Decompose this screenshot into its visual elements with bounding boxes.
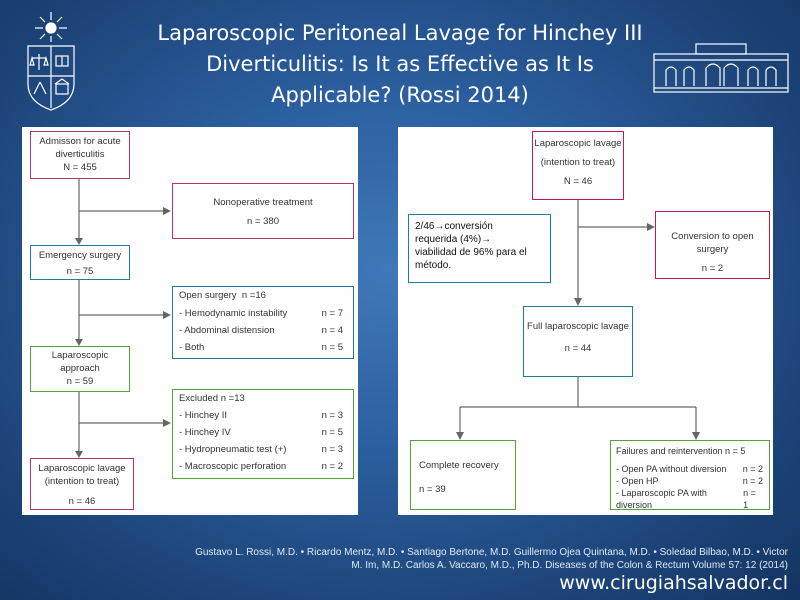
laparoscopic-approach-box xyxy=(30,346,130,392)
note-conversion: conversión xyxy=(444,221,493,232)
open-surgery-title-n: n =16 xyxy=(241,290,266,301)
open-surgery-item xyxy=(179,341,353,354)
viability-note-box xyxy=(408,214,551,283)
nonoperative-n: n = 380 xyxy=(247,216,279,227)
lap-approach-line2: approach xyxy=(60,363,100,374)
excluded-item xyxy=(179,426,353,439)
emergency-n: n = 75 xyxy=(66,266,94,277)
emergency-surgery-box xyxy=(30,245,130,280)
open-item-n: n = 7 xyxy=(321,308,343,319)
arrowhead-lavage xyxy=(75,451,83,458)
open-item-label: - Hemodynamic instability xyxy=(179,308,288,319)
right-lavage-n: N = 46 xyxy=(563,176,593,187)
book-icon xyxy=(56,56,68,66)
excluded-item xyxy=(179,460,353,473)
arrowhead-nonoperative xyxy=(163,207,171,215)
note-method: método. xyxy=(415,260,452,271)
full-lavage-n: n = 44 xyxy=(564,343,592,354)
failures-item-n: n = 1 xyxy=(743,488,756,510)
failures-item xyxy=(616,475,769,487)
slide-title xyxy=(110,18,690,111)
complete-recovery-box xyxy=(410,440,516,510)
open-surgery-item xyxy=(179,324,353,337)
excluded-item-label: - Hydropneumatic test (+) xyxy=(179,444,287,455)
title-line-2: Diverticulitis: Is It as Effective as It Is xyxy=(206,52,594,76)
failures-item-label: - Open PA without diversion xyxy=(616,464,727,474)
lavage-line1: Laparoscopic lavage xyxy=(38,463,126,474)
admission-box xyxy=(30,131,130,179)
arrowhead-open-surgery xyxy=(163,311,171,319)
emergency-label: Emergency surgery xyxy=(38,250,122,261)
excluded-item-n: n = 2 xyxy=(321,461,343,472)
arrowhead-full-lavage xyxy=(574,298,582,306)
admission-n: N = 455 xyxy=(63,162,97,173)
open-item-n: n = 5 xyxy=(321,342,343,353)
arrowhead-conversion xyxy=(647,223,655,231)
excluded-item-label: - Macroscopic perforation xyxy=(179,461,287,472)
admission-line1: Admisson for acute xyxy=(39,136,121,147)
conversion-n: n = 2 xyxy=(701,263,724,274)
failures-item xyxy=(616,463,769,475)
open-surgery-box xyxy=(172,286,354,359)
failures-item xyxy=(616,487,769,511)
title-line-3: Applicable? (Rossi 2014) xyxy=(271,83,529,107)
conversion-label: Conversion to open surgery xyxy=(671,231,754,255)
building-icon xyxy=(55,79,69,94)
open-item-label: - Both xyxy=(179,342,205,353)
excluded-item-n: n = 5 xyxy=(321,427,343,438)
excluded-item xyxy=(179,443,353,456)
failures-box xyxy=(610,440,770,510)
nonoperative-label: Nonoperative treatment xyxy=(213,197,313,208)
open-surgery-title: Open surgery xyxy=(179,290,237,301)
lavage-itt-box xyxy=(30,458,134,510)
right-lavage-line2: (intention to treat) xyxy=(540,157,616,168)
right-arrow-icon: → xyxy=(434,221,445,232)
arrowhead-emergency xyxy=(75,238,83,245)
note-required: requerida (4%) xyxy=(415,234,482,245)
lavage-line2: (intention to treat) xyxy=(44,476,120,487)
right-flowchart-panel xyxy=(398,127,773,515)
note-viability: viabilidad de 96% para el xyxy=(415,247,527,258)
open-item-label: - Abdominal distension xyxy=(179,325,275,336)
admission-line2: diverticulitis xyxy=(55,149,105,160)
scales-icon xyxy=(30,54,48,70)
lavage-n: n = 46 xyxy=(68,496,96,507)
full-lavage-box xyxy=(523,306,633,377)
recovery-label: Complete recovery xyxy=(419,460,499,471)
nonoperative-box xyxy=(172,183,354,239)
citation-line-1: Gustavo L. Rossi, M.D. • Ricardo Mentz, M.D. • Santiago Bertone, M.D. Guillermo Ojea Quintana, M.D. • Soledad Bilbao, M.D. • Victor xyxy=(195,547,788,558)
arrowhead-failures xyxy=(692,432,700,440)
left-flowchart-panel xyxy=(22,127,358,515)
arrowhead-laparoscopic xyxy=(75,339,83,346)
note-ratio: 2/46 xyxy=(415,221,435,232)
open-item-n: n = 4 xyxy=(321,325,343,336)
compass-icon xyxy=(34,82,46,94)
excluded-item xyxy=(179,409,353,422)
lap-approach-n: n = 59 xyxy=(66,376,94,387)
failures-item-label: - Open HP xyxy=(616,476,659,486)
arrowhead-excluded xyxy=(163,419,171,427)
arrowhead-recovery xyxy=(456,432,464,440)
excluded-title: Excluded n =13 xyxy=(179,393,245,404)
title-line-1: Laparoscopic Peritoneal Lavage for Hinchey III xyxy=(157,21,643,45)
right-lavage-line1: Laparoscopic lavage xyxy=(534,138,622,149)
excluded-item-n: n = 3 xyxy=(321,444,343,455)
citation xyxy=(112,546,788,572)
failures-title: Failures and reintervention n = 5 xyxy=(616,446,746,456)
conversion-box xyxy=(655,211,770,279)
lavage-itt-right-box xyxy=(532,131,624,200)
failures-item-n: n = 2 xyxy=(742,464,763,474)
excluded-item-n: n = 3 xyxy=(321,410,343,421)
university-seal-logo xyxy=(22,10,80,114)
excluded-item-label: - Hinchey IV xyxy=(179,427,231,438)
recovery-n: n = 39 xyxy=(419,484,446,495)
full-lavage-label: Full laparoscopic lavage xyxy=(527,321,629,332)
failures-item-label: - Laparoscopic PA with diversion xyxy=(616,488,707,510)
failures-item-n: n = 2 xyxy=(742,476,763,486)
open-surgery-item xyxy=(179,307,353,320)
citation-line-2: M. Im, M.D. Carlos A. Vaccaro, M.D., Ph.D. Diseases of the Colon & Rectum Volume 57: 12 (2014) xyxy=(351,560,788,571)
sun-icon xyxy=(35,12,67,42)
website-url: www.cirugiahsalvador.cl xyxy=(559,572,788,594)
excluded-item-label: - Hinchey II xyxy=(179,410,228,421)
excluded-box xyxy=(172,389,354,479)
right-arrow-icon: → xyxy=(481,234,492,245)
lap-approach-line1: Laparoscopic xyxy=(51,350,109,361)
